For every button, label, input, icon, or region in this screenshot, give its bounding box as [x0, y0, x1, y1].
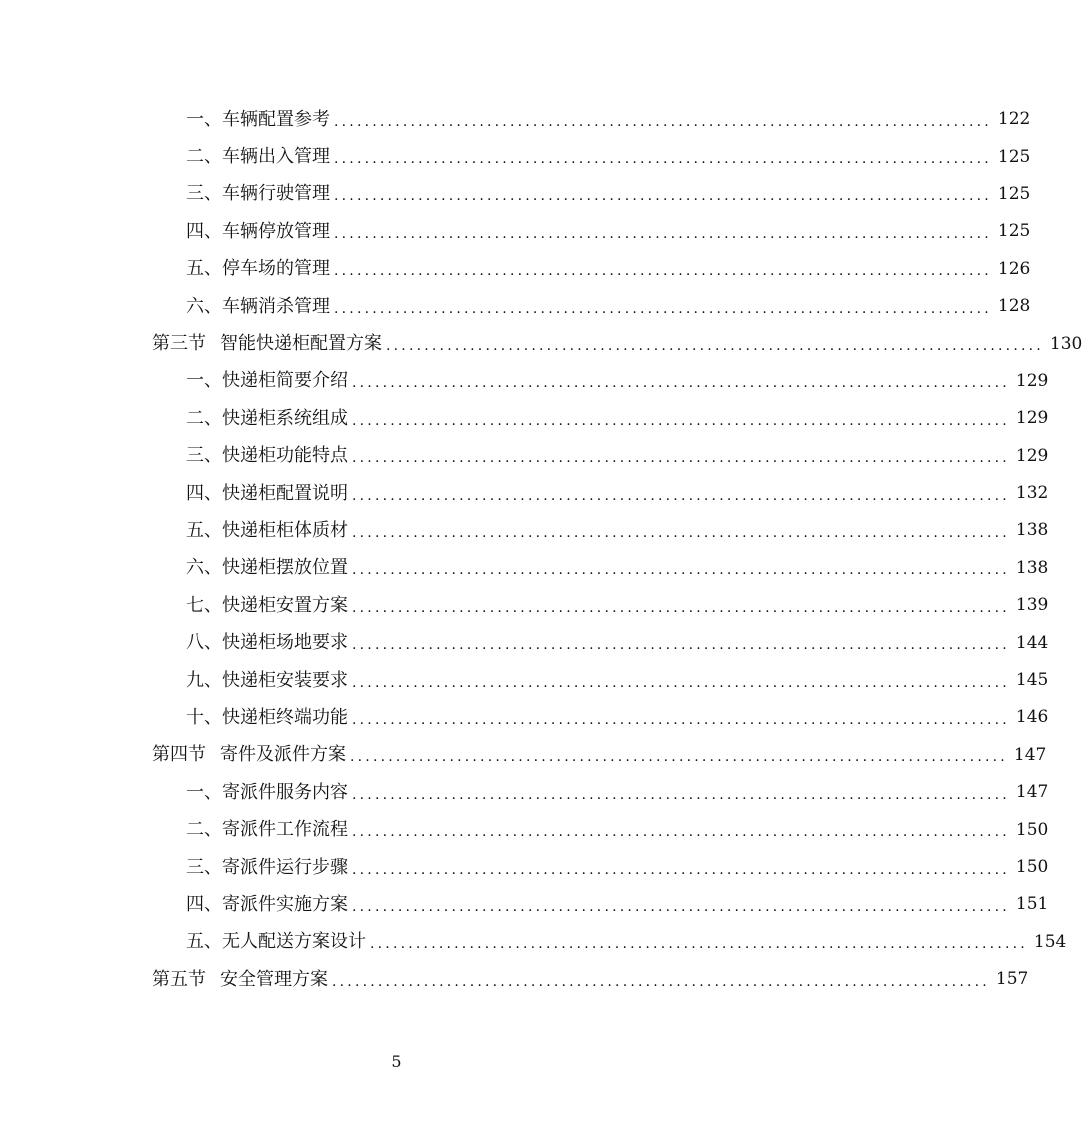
toc-entry-page: 139	[1015, 595, 1049, 616]
toc-leader-dots: ......................................................................................	[370, 936, 1028, 953]
toc-entry-page: 122	[997, 109, 1031, 130]
toc-entry-page: 138	[1015, 557, 1049, 578]
toc-leader-dots: ......................................................................................	[334, 300, 992, 317]
toc-entry-title: 七、快递柜安置方案	[186, 594, 348, 616]
toc-entry-page: 126	[997, 258, 1031, 279]
toc-entry[interactable]	[0, 886, 1049, 923]
toc-section-entry[interactable]	[0, 961, 1029, 998]
toc-entry-title: 十、快递柜终端功能	[186, 706, 348, 728]
toc-entry-title: 四、寄派件实施方案	[186, 893, 348, 915]
toc-entry[interactable]	[0, 624, 1049, 661]
toc-entry[interactable]	[0, 550, 1049, 587]
toc-entry[interactable]	[0, 811, 1049, 848]
toc-leader-dots: ......................................................................................	[352, 599, 1010, 616]
toc-entry[interactable]	[0, 475, 1049, 512]
toc-leader-dots: ......................................................................................	[334, 151, 992, 168]
toc-entry[interactable]	[0, 438, 1049, 475]
toc-entry[interactable]	[0, 363, 1049, 400]
toc-entry[interactable]	[0, 662, 1049, 699]
toc-leader-dots: ......................................................................................	[352, 711, 1010, 728]
toc-section-number: 第三节	[152, 333, 206, 355]
toc-entry-title: 六、车辆消杀管理	[186, 295, 330, 317]
toc-entry-page: 157	[995, 969, 1029, 990]
toc-entry[interactable]	[0, 213, 1031, 250]
toc-section-number: 第四节	[152, 744, 206, 766]
toc-leader-dots: ......................................................................................	[352, 412, 1010, 429]
toc-entry-page: 154	[1033, 931, 1067, 952]
toc-entry-title: 四、车辆停放管理	[186, 220, 330, 242]
toc-leader-dots: ......................................................................................	[352, 824, 1010, 841]
toc-entry[interactable]	[0, 101, 1031, 138]
toc-entry-title: 八、快递柜场地要求	[186, 632, 348, 654]
toc-entry-title: 五、无人配送方案设计	[186, 931, 366, 953]
toc-entry[interactable]	[0, 251, 1031, 288]
toc-entry-page: 125	[997, 183, 1031, 204]
toc-entry[interactable]	[0, 699, 1049, 736]
toc-entry[interactable]	[0, 774, 1049, 811]
toc-entry-page: 129	[1015, 408, 1049, 429]
toc-section-entry[interactable]	[0, 737, 1047, 774]
toc-section-label: 安全管理方案	[220, 968, 328, 990]
toc-entry-title: 一、寄派件服务内容	[186, 781, 348, 803]
toc-leader-dots: ......................................................................................	[334, 113, 992, 130]
toc-entry-title: 五、停车场的管理	[186, 258, 330, 280]
toc-entry-title: 三、车辆行驶管理	[186, 183, 330, 205]
toc-leader-dots: ......................................................................................	[352, 786, 1010, 803]
toc-leader-dots: ......................................................................................	[334, 225, 992, 242]
toc-section-title	[152, 968, 328, 990]
toc-entry[interactable]	[0, 176, 1031, 213]
toc-entry-title: 一、快递柜简要介绍	[186, 370, 348, 392]
toc-leader-dots: ......................................................................................	[334, 263, 992, 280]
toc-leader-dots: ......................................................................................	[352, 450, 1010, 467]
page-number: 5	[391, 1052, 402, 1071]
toc-leader-dots: ......................................................................................	[334, 188, 992, 205]
toc-entry[interactable]	[0, 288, 1031, 325]
toc-entry-page: 147	[1015, 782, 1049, 803]
toc-leader-dots: ......................................................................................	[352, 637, 1010, 654]
toc-entry[interactable]	[0, 924, 1067, 961]
toc-leader-dots: ......................................................................................	[352, 674, 1010, 691]
toc-entry-page: 146	[1015, 707, 1049, 728]
toc-section-label: 寄件及派件方案	[220, 744, 346, 766]
toc-entry-title: 九、快递柜安装要求	[186, 669, 348, 691]
toc-section-entry[interactable]	[0, 325, 1082, 362]
toc-leader-dots: ......................................................................................	[332, 973, 990, 990]
toc-entry-page: 138	[1015, 520, 1049, 541]
toc-entry-page: 151	[1015, 894, 1049, 915]
toc-entry-page: 128	[997, 296, 1031, 317]
toc-entry-page: 147	[1013, 744, 1047, 765]
toc-entry-page: 144	[1015, 632, 1049, 653]
toc-entry[interactable]	[0, 587, 1049, 624]
toc-entry-title: 一、车辆配置参考	[186, 108, 330, 130]
toc-entry-title: 二、车辆出入管理	[186, 146, 330, 168]
toc-entry-title: 三、寄派件运行步骤	[186, 856, 348, 878]
toc-leader-dots: ......................................................................................	[352, 898, 1010, 915]
toc-entry-title: 二、快递柜系统组成	[186, 407, 348, 429]
toc-leader-dots: ......................................................................................	[352, 524, 1010, 541]
toc-entry-page: 129	[1015, 370, 1049, 391]
toc-leader-dots: ......................................................................................	[352, 375, 1010, 392]
toc-entry-page: 125	[997, 221, 1031, 242]
table-of-contents	[0, 101, 1082, 998]
toc-entry-page: 129	[1015, 445, 1049, 466]
toc-entry-page: 150	[1015, 819, 1049, 840]
toc-leader-dots: ......................................................................................	[352, 487, 1010, 504]
toc-entry[interactable]	[0, 138, 1031, 175]
toc-leader-dots: ......................................................................................	[350, 749, 1008, 766]
toc-entry-title: 四、快递柜配置说明	[186, 482, 348, 504]
toc-entry-page: 150	[1015, 857, 1049, 877]
toc-entry-page: 130	[1049, 333, 1082, 354]
toc-entry-page: 145	[1015, 670, 1049, 691]
toc-section-title	[152, 335, 382, 353]
toc-entry-page: 132	[1015, 483, 1049, 504]
toc-entry[interactable]	[0, 512, 1049, 549]
toc-entry[interactable]	[0, 849, 1049, 886]
toc-section-number: 第五节	[152, 968, 206, 990]
toc-entry[interactable]	[0, 400, 1049, 437]
toc-entry-title: 三、快递柜功能特点	[186, 445, 348, 467]
toc-leader-dots: ......................................................................................	[352, 562, 1010, 579]
toc-section-label: 智能快递柜配置方案	[220, 333, 382, 355]
toc-entry-page: 125	[997, 146, 1031, 167]
toc-section-title	[152, 746, 346, 764]
toc-leader-dots: ......................................................................................	[352, 861, 1010, 878]
toc-entry-title: 二、寄派件工作流程	[186, 819, 348, 841]
toc-entry-title: 六、快递柜摆放位置	[186, 557, 348, 579]
toc-leader-dots: ......................................................................................	[386, 338, 1044, 355]
toc-entry-title: 五、快递柜柜体质材	[186, 519, 348, 541]
